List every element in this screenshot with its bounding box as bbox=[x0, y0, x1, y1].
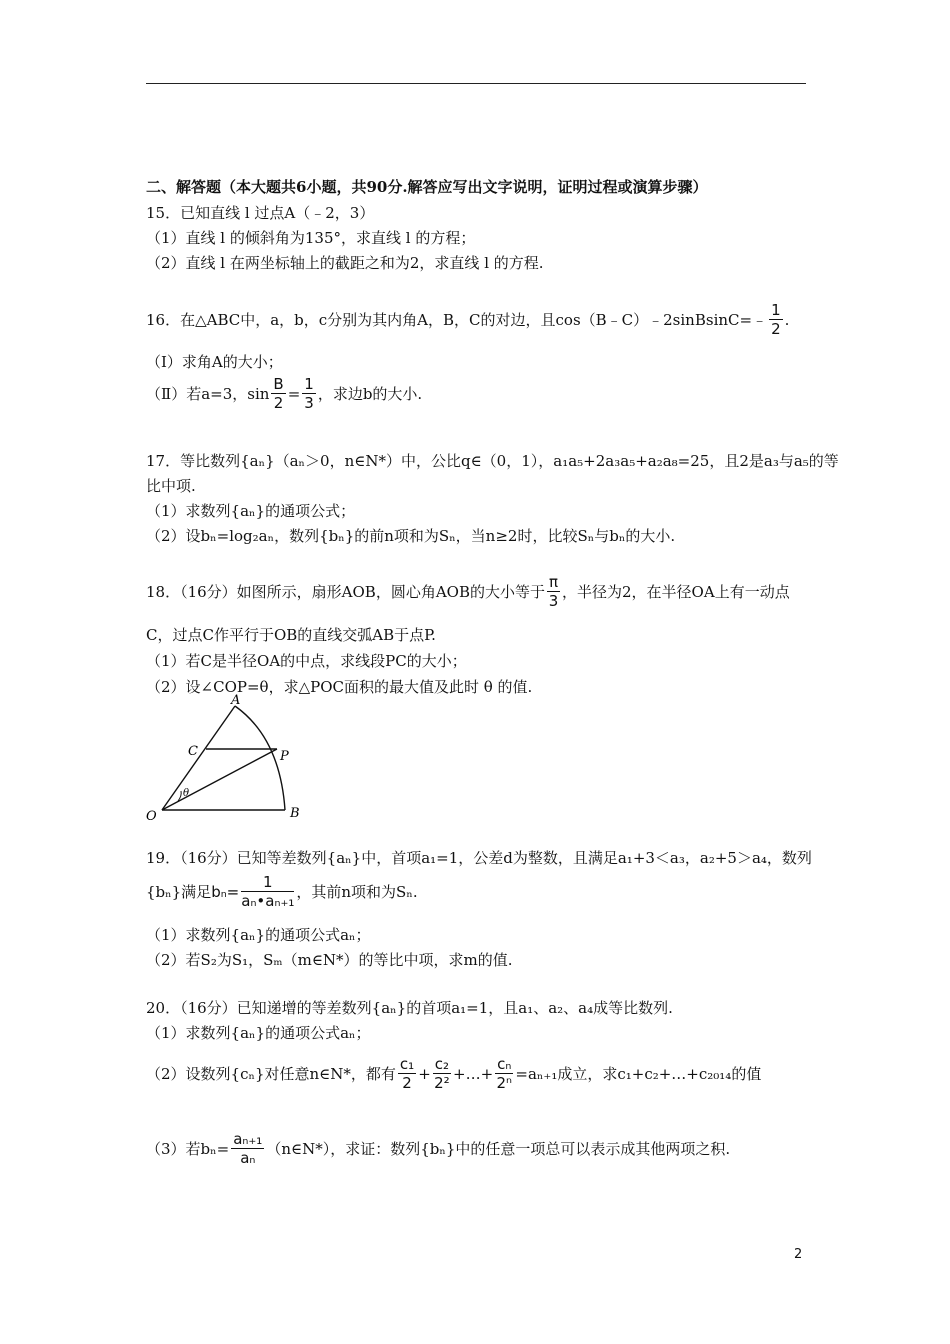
page-number: 2 bbox=[794, 1247, 803, 1262]
q17-part2: （2）设bₙ=log₂aₙ，数列{bₙ}的前n项和为Sₙ，当n≥2时，比较Sₙ与bₙ的大小. bbox=[146, 527, 676, 545]
label-A: A bbox=[231, 693, 241, 708]
q19-line1: 19．（16分）已知等差数列{aₙ}中，首项a₁=1，公差d为整数，且满足a₁+3＜a₃，a₂+5＞a₄，数列 bbox=[146, 849, 812, 867]
label-P: P bbox=[280, 749, 289, 764]
label-theta: θ bbox=[183, 788, 190, 799]
q20-p3-den: aₙ bbox=[240, 1149, 256, 1167]
q16-p2-fnum: B bbox=[273, 375, 284, 393]
q20-f3-den: 2ⁿ bbox=[496, 1074, 513, 1092]
sector-diagram bbox=[140, 693, 315, 821]
q19-fraction bbox=[241, 873, 294, 910]
q19-frac-num: 1 bbox=[241, 873, 294, 892]
q16-part2-eq: = bbox=[287, 384, 301, 403]
label-B: B bbox=[290, 806, 300, 821]
q20-part3-frac bbox=[231, 1130, 264, 1167]
q18-part1: （1）若C是半径OA的中点，求线段PC的大小； bbox=[146, 652, 467, 670]
q18-frac-den: 3 bbox=[548, 592, 559, 610]
q18-fraction bbox=[547, 573, 560, 610]
q19-line2-b: ，其前n项和为Sₙ. bbox=[296, 882, 418, 901]
segment-OA bbox=[162, 706, 235, 810]
q16-stem: 16．在△ABC中，a，b，c分别为其内角A，B，C的对边，且cos（B﹣C）﹣2sinBsinC=﹣ bbox=[146, 310, 768, 329]
q15-part1: （1）直线 l 的倾斜角为135°，求直线 l 的方程； bbox=[146, 229, 476, 247]
segment-OP bbox=[162, 749, 277, 810]
q15-stem: 15．已知直线 l 过点A（﹣2，3） bbox=[146, 204, 375, 222]
section-header: 二、解答题（本大题共6小题，共90分.解答应写出文字说明，证明过程或演算步骤） bbox=[146, 178, 708, 196]
q20-plus: + bbox=[418, 1064, 431, 1083]
q17-line2: 比中项. bbox=[146, 477, 196, 495]
q20-part2-b: =aₙ₊₁成立，求c₁+c₂+…+c₂₀₁₄的值 bbox=[515, 1064, 762, 1083]
q16-p2-gden: 3 bbox=[304, 394, 314, 412]
q16-part2-frac-g bbox=[302, 375, 316, 412]
q20-dots: +…+ bbox=[453, 1064, 494, 1083]
q20-f1-den: 2 bbox=[402, 1074, 412, 1092]
q20-part3-a: （3）若bₙ= bbox=[146, 1139, 230, 1158]
q18-line1-a: 18．（16分）如图所示，扇形AOB，圆心角AOB的大小等于 bbox=[146, 582, 545, 601]
q20-f2-den: 2² bbox=[434, 1074, 450, 1092]
q16-stem-line bbox=[146, 301, 789, 338]
q16-part2-b: ，求边b的大小. bbox=[317, 384, 423, 403]
q20-f2-num: c₂ bbox=[434, 1055, 450, 1073]
q18-line1 bbox=[146, 573, 790, 610]
q16-p2-fden: 2 bbox=[273, 394, 284, 412]
q20-part3-b: （n∈N*），求证：数列{bₙ}中的任意一项总可以表示成其他两项之积. bbox=[266, 1139, 731, 1158]
q16-stem-end: . bbox=[784, 310, 790, 329]
q19-frac-den: aₙ•aₙ₊₁ bbox=[241, 892, 295, 910]
q16-part2-frac-b bbox=[271, 375, 285, 412]
q16-fraction bbox=[769, 301, 783, 338]
q16-part2-line bbox=[146, 375, 422, 412]
q18-line2: C，过点C作平行于OB的直线交弧AB于点P. bbox=[146, 626, 436, 644]
q19-part1: （1）求数列{aₙ}的通项公式aₙ； bbox=[146, 926, 371, 944]
q19-line2 bbox=[146, 873, 418, 910]
q19-part2: （2）若S₂为S₁，Sₘ（m∈N*）的等比中项，求m的值. bbox=[146, 951, 513, 969]
q20-line1: 20．（16分）已知递增的等差数列{aₙ}的首项a₁=1，且a₁、a₂、a₄成等比数列. bbox=[146, 999, 673, 1017]
q20-frac-2 bbox=[433, 1055, 451, 1092]
q17-part1: （1）求数列{aₙ}的通项公式； bbox=[146, 502, 356, 520]
header-rule bbox=[146, 83, 806, 84]
q17-line1: 17．等比数列{aₙ}（aₙ＞0，n∈N*）中，公比q∈（0，1），a₁a₅+2a₃a₅+a₂a₈=25，且2是a₃与a₅的等 bbox=[146, 452, 839, 470]
q18-frac-num: π bbox=[548, 573, 559, 591]
label-O: O bbox=[146, 809, 157, 821]
q16-frac-den: 2 bbox=[771, 320, 781, 338]
q15-part2: （2）直线 l 在两坐标轴上的截距之和为2，求直线 l 的方程. bbox=[146, 254, 544, 272]
q20-part2-a: （2）设数列{cₙ}对任意n∈N*，都有 bbox=[146, 1064, 396, 1083]
q16-p2-gnum: 1 bbox=[304, 375, 314, 393]
q20-frac-1 bbox=[398, 1055, 416, 1092]
q20-p3-num: aₙ₊₁ bbox=[233, 1130, 263, 1148]
q16-frac-num: 1 bbox=[771, 301, 781, 319]
sector-figure bbox=[140, 693, 315, 825]
q20-f3-num: cₙ bbox=[497, 1055, 512, 1073]
q16-part2-a: （Ⅱ）若a=3，sin bbox=[146, 384, 270, 403]
q20-part1: （1）求数列{aₙ}的通项公式aₙ； bbox=[146, 1024, 371, 1042]
q20-part2-line bbox=[146, 1055, 761, 1092]
q19-line2-a: {bₙ}满足 bbox=[146, 882, 212, 901]
q18-line1-b: ，半径为2，在半径OA上有一动点 bbox=[562, 582, 790, 601]
q18-part2: （2）设∠COP=θ，求△POC面积的最大值及此时 θ 的值. bbox=[146, 678, 533, 696]
q20-frac-3 bbox=[495, 1055, 513, 1092]
q19-lhs: bₙ= bbox=[211, 882, 240, 901]
q16-part1: （Ⅰ）求角A的大小； bbox=[146, 353, 283, 371]
q20-part3-line bbox=[146, 1130, 730, 1167]
label-C: C bbox=[188, 744, 198, 759]
q20-f1-num: c₁ bbox=[399, 1055, 415, 1073]
